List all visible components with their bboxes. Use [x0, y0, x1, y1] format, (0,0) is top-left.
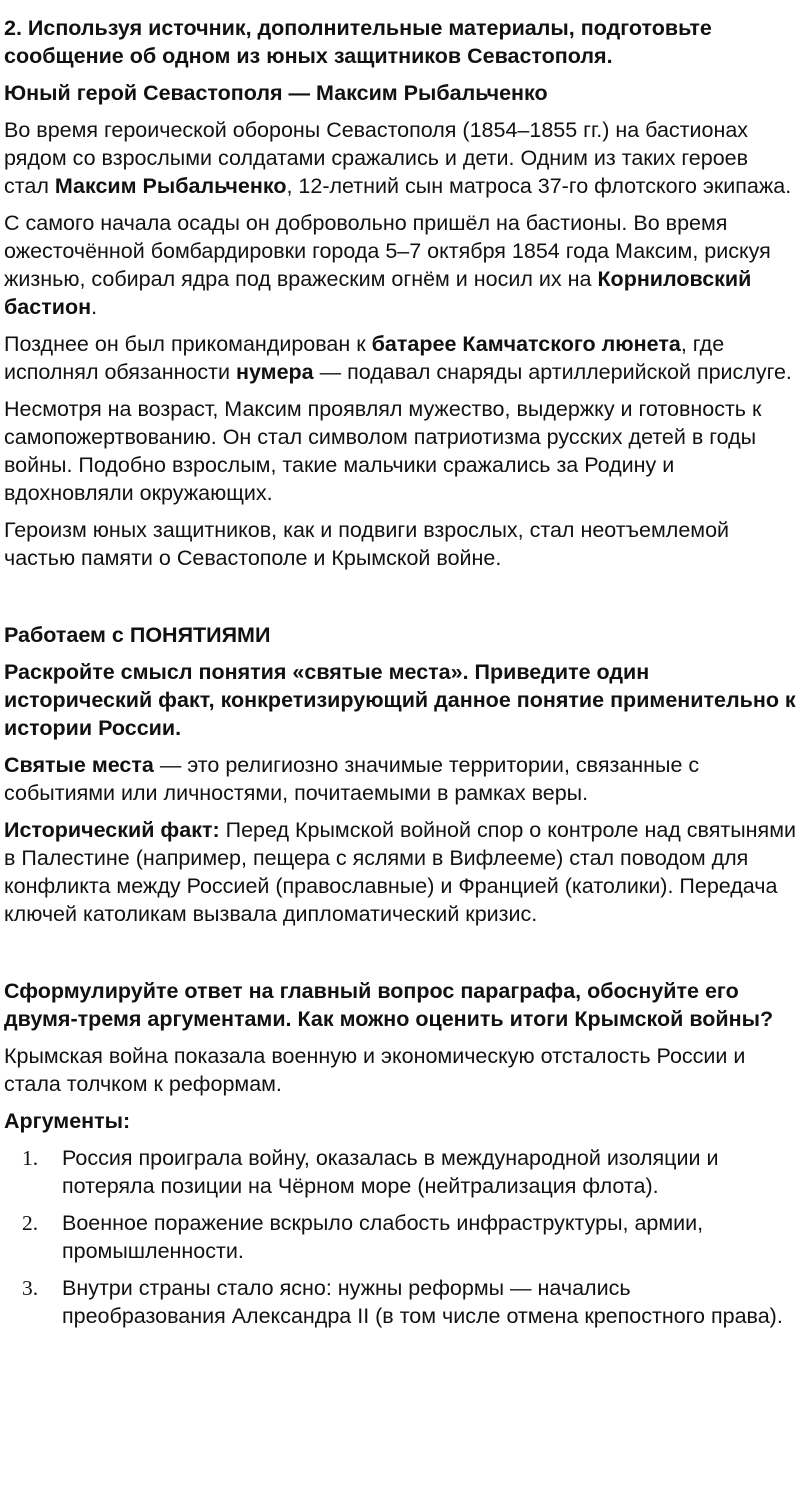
- item-number: 1.: [22, 1146, 39, 1170]
- concept-question: Раскройте смысл понятия «святые места». Приведите один исторический факт, конкретизирующий данное понятие применительно к истории России.: [4, 660, 796, 740]
- item-text: Россия проиграла войну, оказалась в международной изоляции и потеряла позиции на Чёрном море (нейтрализация флота).: [62, 1146, 719, 1198]
- arguments-list: [4, 1144, 796, 1330]
- section-heading: Работаем с ПОНЯТИЯМИ: [4, 623, 271, 647]
- list-item: [4, 1274, 796, 1330]
- item-text: Военное поражение вскрыло слабость инфраструктуры, армии, промышленности.: [62, 1211, 704, 1263]
- text: , 12-летний сын матроса 37-го флотского экипажа.: [286, 174, 792, 198]
- text: Перед Крымской войной спор о контроле над святынями в Палестине (например, пещера с яслями в Вифлееме) стал поводом для конфликта между Россией (православные) и Францией (католики). Передача ключей католикам вызвала дипломатический кризис.: [4, 818, 796, 926]
- answer: Крымская война показала военную и экономическую отсталость России и стала толчком к реформам.: [4, 1044, 746, 1096]
- task-question: 2. Используя источник, дополнительные материалы, подготовьте сообщение об одном из юных защитников Севастополя.: [4, 16, 712, 68]
- main-question: Сформулируйте ответ на главный вопрос параграфа, обоснуйте его двумя-тремя аргументами. Как можно оценить итоги Крымской войны?: [4, 979, 774, 1031]
- text: Во время героической обороны Севастополя (1854–1855 гг.) на бастионах рядом со взрослыми солдатами сражались и дети. Одним из таких героев стал: [4, 118, 749, 198]
- definition: [4, 751, 796, 807]
- historical-fact: [4, 816, 796, 928]
- text: .: [91, 295, 98, 319]
- list-item: [4, 1144, 796, 1200]
- label: Исторический факт:: [4, 818, 220, 842]
- text: С самого начала осады он добровольно пришёл на бастионы. Во время ожесточённой бомбардировки города 5–7 октября 1854 года Максим, рискуя жизнью, собирал ядра под вражеским огнём и носил их на: [4, 211, 771, 291]
- bold-text: Максим Рыбальченко: [54, 174, 287, 198]
- item-number: 3.: [22, 1276, 39, 1300]
- paragraph: [4, 209, 796, 321]
- list-item: [4, 1209, 796, 1265]
- paragraph: [4, 116, 796, 200]
- text: , где исполнял обязанности: [4, 332, 725, 384]
- bold-text: Корниловский бастион: [4, 267, 752, 319]
- text: Позднее он был прикомандирован к: [4, 332, 372, 356]
- term: Святые места: [4, 753, 154, 777]
- bold-text: нумера: [236, 360, 314, 384]
- item-number: 2.: [22, 1211, 39, 1235]
- paragraph: Героизм юных защитников, как и подвиги взрослых, стал неотъемлемой частью памяти о Севастополе и Крымской войне.: [4, 518, 730, 570]
- arguments-heading: Аргументы:: [4, 1109, 131, 1133]
- bold-text: батарее Камчатского люнета: [371, 332, 681, 356]
- text: — подавал снаряды артиллерийской прислуге.: [313, 360, 792, 384]
- essay-title: Юный герой Севастополя — Максим Рыбальченко: [4, 81, 548, 105]
- item-text: Внутри страны стало ясно: нужны реформы — начались преобразования Александра II (в том числе отмена крепостного права).: [62, 1276, 783, 1328]
- paragraph: Несмотря на возраст, Максим проявлял мужество, выдержку и готовность к самопожертвованию. Он стал символом патриотизма русских детей в годы войны. Подобно взрослым, такие мальчики сражались за Родину и вдохновляли окружающих.: [4, 397, 762, 505]
- paragraph: [4, 330, 796, 386]
- text: — это религиозно значимые территории, связанные с событиями или личностями, почитаемыми в рамках веры.: [4, 753, 700, 805]
